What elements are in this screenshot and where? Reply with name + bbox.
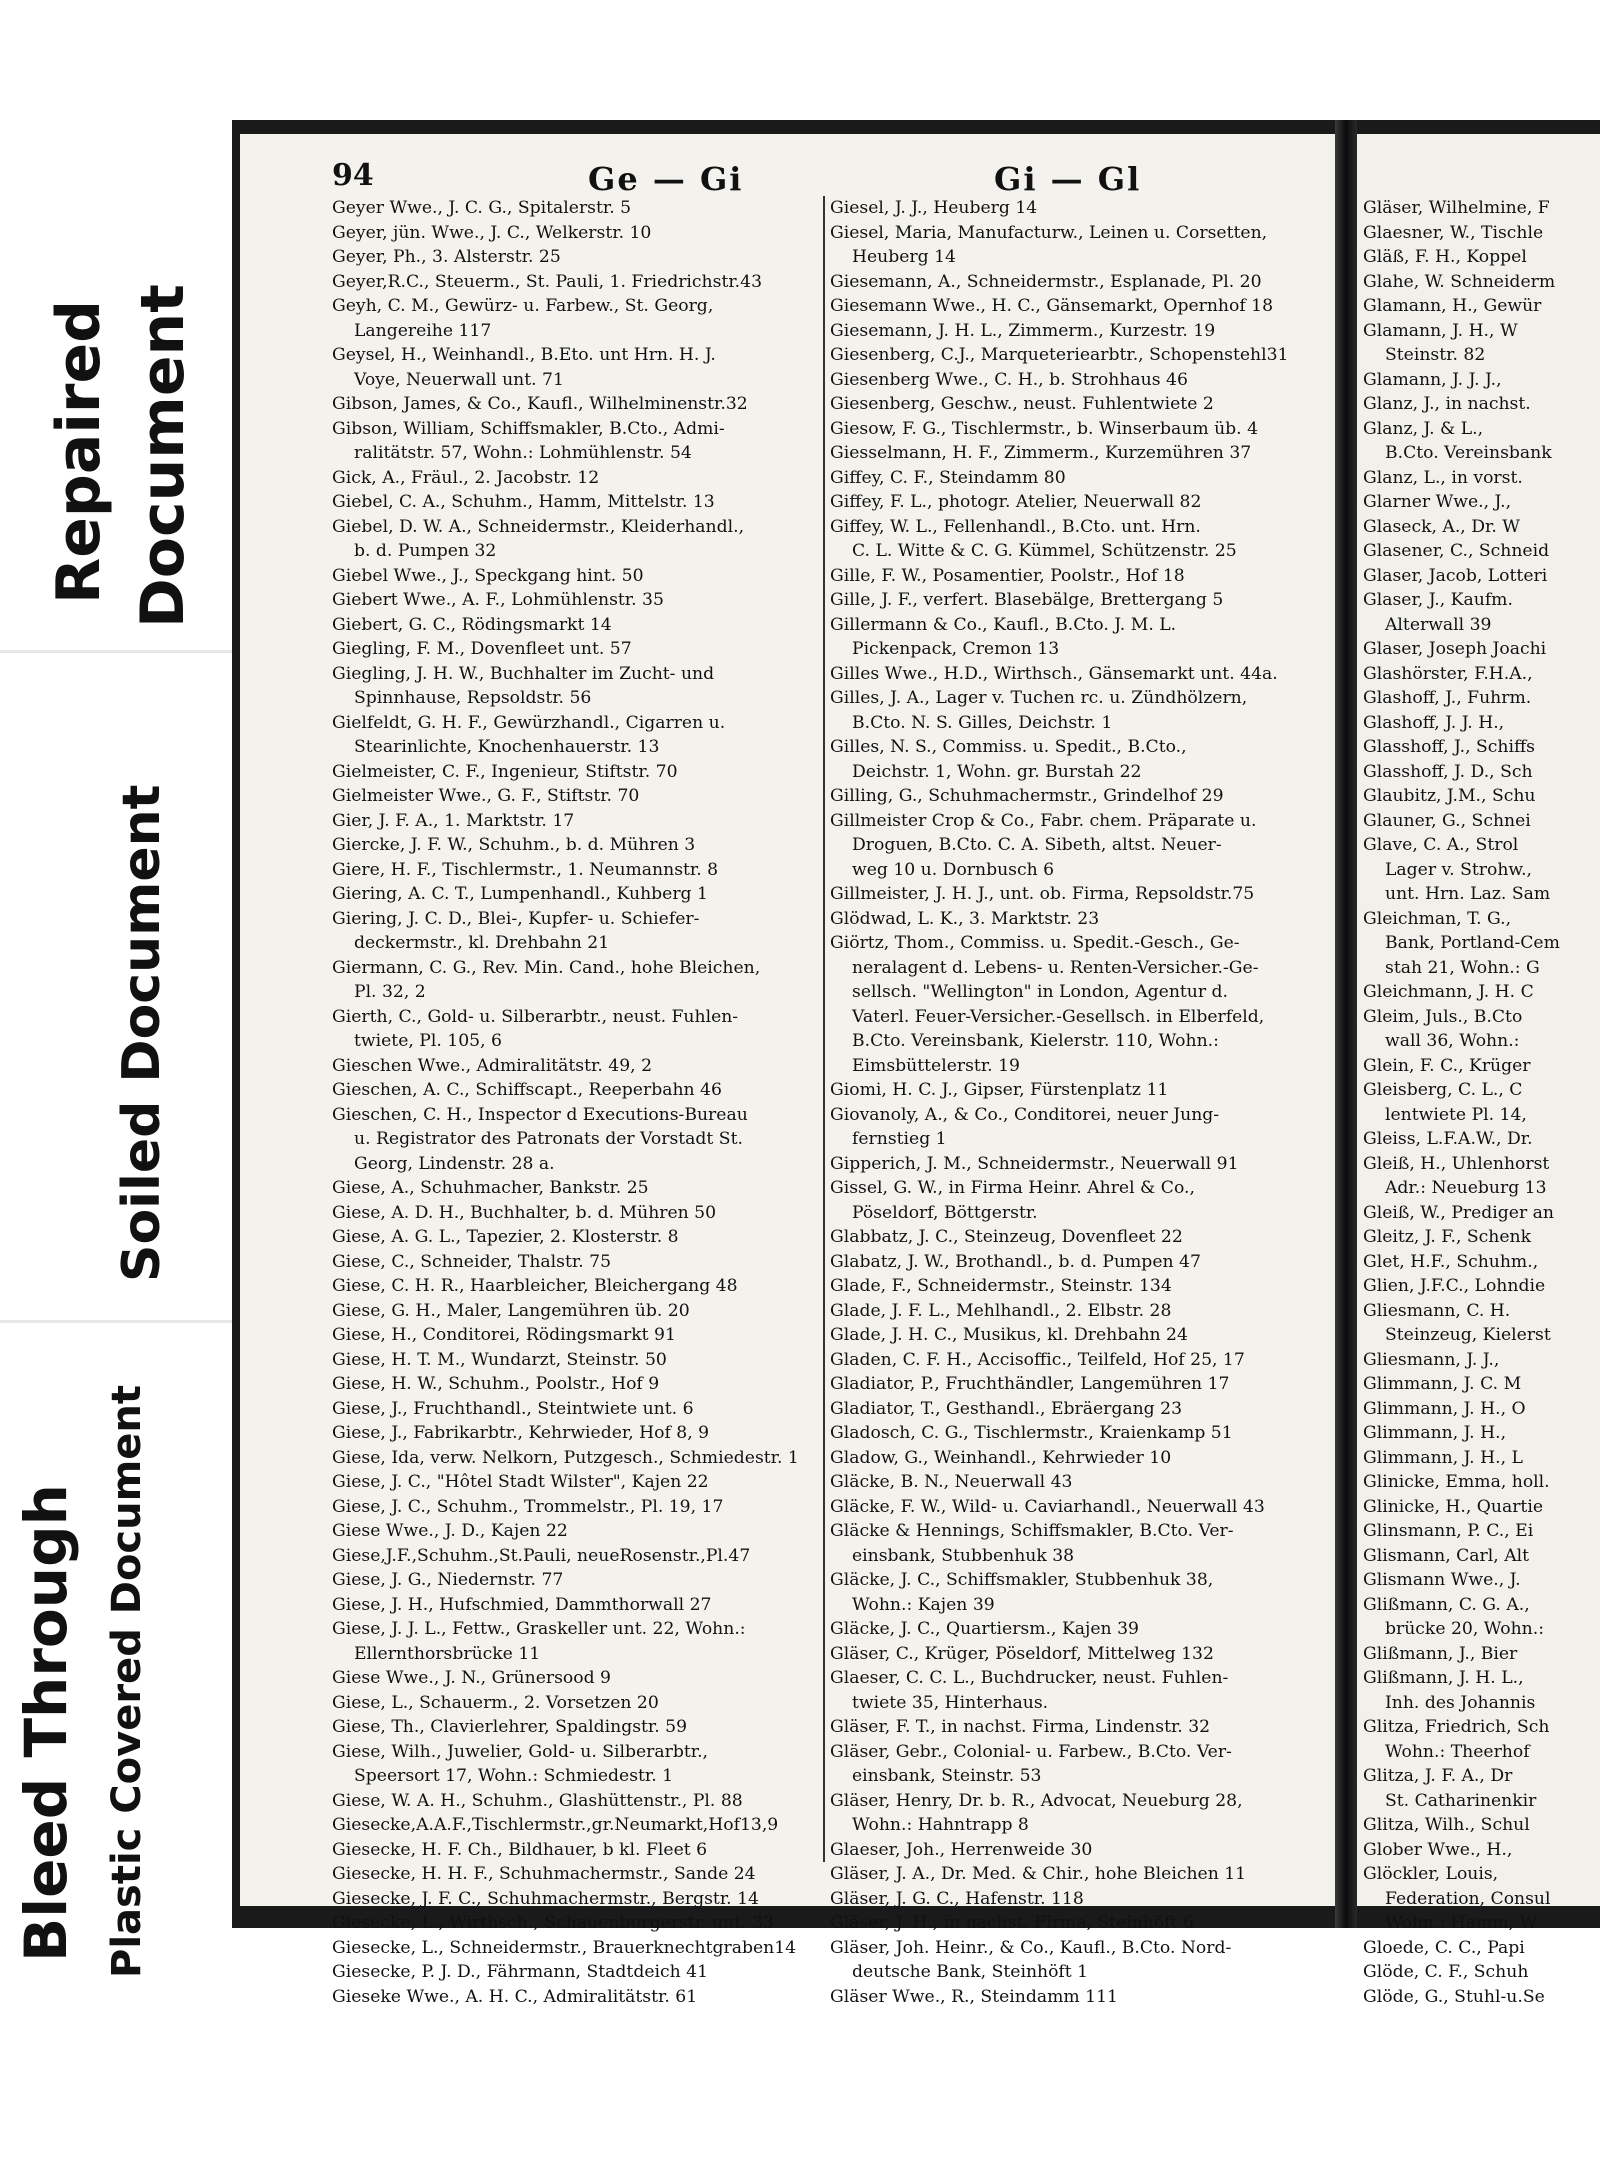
directory-entry-line: Glabatz, J. W., Brothandl., b. d. Pumpen 47 bbox=[830, 1251, 1201, 1272]
directory-entry-line: Gleiß, W., Prediger an bbox=[1363, 1202, 1554, 1223]
label-panel bbox=[0, 0, 232, 2177]
directory-entry-line: Giese, C. H. R., Haarbleicher, Bleichergang 48 bbox=[332, 1276, 738, 1296]
label-repaired-document: Document bbox=[128, 284, 198, 628]
directory-entry-line: Gladiator, P., Fruchthändler, Langemühren 17 bbox=[830, 1374, 1230, 1394]
directory-entry-line: Glave, C. A., Strol bbox=[1363, 835, 1519, 855]
directory-entry-line: Glißmann, C. G. A., bbox=[1363, 1594, 1530, 1615]
directory-entry-line: Giering, A. C. T., Lumpenhandl., Kuhberg 1 bbox=[332, 884, 708, 904]
directory-entry-line: Geyer,R.C., Steuerm., St. Pauli, 1. Friedrichstr.43 bbox=[332, 271, 763, 292]
directory-entry-line: Glasshoff, J. D., Sch bbox=[1363, 761, 1533, 782]
directory-entry-line: Alterwall 39 bbox=[1385, 614, 1492, 635]
directory-entry-line: C. L. Witte & C. G. Kümmel, Schützenstr. 25 bbox=[852, 541, 1237, 561]
directory-entry-line: Wohn.: Kajen 39 bbox=[852, 1594, 995, 1615]
directory-entry-line: Giese Wwe., J. N., Grünersood 9 bbox=[332, 1668, 611, 1688]
directory-entry-line: lentwiete Pl. 14, bbox=[1385, 1104, 1527, 1125]
directory-entry-line: einsbank, Stubbenhuk 38 bbox=[852, 1545, 1075, 1566]
directory-entry-line: Glödwad, L. K., 3. Marktstr. 23 bbox=[830, 908, 1100, 929]
directory-entry-line: Gleichmann, J. H. C bbox=[1363, 982, 1534, 1002]
directory-entry-line: Speersort 17, Wohn.: Schmiedestr. 1 bbox=[354, 1766, 674, 1786]
directory-entry-line: Giesenberg Wwe., C. H., b. Strohhaus 46 bbox=[830, 369, 1188, 390]
directory-entry-line: brücke 20, Wohn.: bbox=[1385, 1619, 1545, 1639]
directory-entry-line: Giese, L., Schauerm., 2. Vorsetzen 20 bbox=[332, 1692, 659, 1713]
directory-entry-line: Gläser, Henry, Dr. b. R., Advocat, Neueburg 28, bbox=[830, 1790, 1243, 1811]
label-soiled-document: Soiled Document bbox=[112, 784, 172, 1282]
directory-entry-line: Glarner Wwe., J., bbox=[1363, 492, 1512, 512]
directory-entry-line: Giese, W. A. H., Schuhm., Glashüttenstr., Pl. 88 bbox=[332, 1790, 743, 1811]
directory-entry-line: Giese,J.F.,Schuhm.,St.Pauli, neueRosenstr.,Pl.47 bbox=[332, 1545, 751, 1566]
directory-entry-line: Giovanoly, A., & Co., Conditorei, neuer Jung- bbox=[830, 1104, 1220, 1125]
directory-entry-line: Glißmann, J., Bier bbox=[1363, 1643, 1518, 1664]
directory-entry-line: Glashoff, J., Fuhrm. bbox=[1363, 688, 1532, 708]
directory-entry-line: Gier, J. F. A., 1. Marktstr. 17 bbox=[332, 810, 575, 831]
directory-entry-line: B.Cto. Vereinsbank, Kielerstr. 110, Wohn.: bbox=[852, 1031, 1219, 1051]
directory-entry-line: ralitätstr. 57, Wohn.: Lohmühlenstr. 54 bbox=[354, 443, 692, 463]
directory-entry-line: Geyer Wwe., J. C. G., Spitalerstr. 5 bbox=[332, 198, 632, 218]
header-right: Gi — Gl bbox=[994, 160, 1142, 198]
directory-entry-line: Giffey, F. L., photogr. Atelier, Neuerwall 82 bbox=[830, 492, 1202, 512]
directory-entry-line: Gieseke Wwe., A. H. C., Admiralitätstr. 61 bbox=[332, 1986, 698, 2007]
directory-column-right bbox=[830, 196, 1334, 2009]
directory-entry-line: Gläß, F. H., Koppel bbox=[1363, 247, 1527, 267]
directory-entry-line: Giebert, G. C., Rödingsmarkt 14 bbox=[332, 614, 612, 635]
directory-entry-line: Giercke, J. F. W., Schuhm., b. d. Mühren 3 bbox=[332, 835, 696, 855]
directory-entry-line: Gilling, G., Schuhmachermstr., Grindelhof 29 bbox=[830, 786, 1224, 806]
directory-entry-line: Gilles Wwe., H.D., Wirthsch., Gänsemarkt unt. 44a. bbox=[830, 663, 1278, 684]
directory-entry-line: Glismann, Carl, Alt bbox=[1363, 1545, 1530, 1566]
directory-entry-line: Glanz, J. & L., bbox=[1363, 418, 1484, 439]
directory-entry-line: Gleim, Juls., B.Cto bbox=[1363, 1006, 1523, 1027]
directory-entry-line: Giering, J. C. D., Blei-, Kupfer- u. Schiefer- bbox=[332, 908, 700, 929]
directory-entry-line: Glasshoff, J., Schiffs bbox=[1363, 737, 1535, 757]
directory-entry-line: Giese, J. C., Schuhm., Trommelstr., Pl. 19, 17 bbox=[332, 1496, 724, 1517]
directory-entry-line: Glade, F., Schneidermstr., Steinstr. 134 bbox=[830, 1276, 1172, 1296]
directory-entry-line: Gillmeister, J. H. J., unt. ob. Firma, Repsoldstr.75 bbox=[830, 884, 1255, 904]
directory-entry-line: Voye, Neuerwall unt. 71 bbox=[354, 369, 564, 390]
directory-entry-line: Giebel, C. A., Schuhm., Hamm, Mittelstr. 13 bbox=[332, 492, 715, 512]
directory-entry-line: Glitza, Friedrich, Sch bbox=[1363, 1717, 1550, 1737]
directory-entry-line: Gilles, N. S., Commiss. u. Spedit., B.Cto., bbox=[830, 737, 1187, 757]
directory-entry-line: Glaser, J., Kaufm. bbox=[1363, 590, 1513, 610]
directory-entry-line: Langereihe 117 bbox=[354, 320, 492, 341]
directory-entry-line: Giörtz, Thom., Commiss. u. Spedit.-Gesch., Ge- bbox=[830, 933, 1240, 953]
directory-entry-line: Giesow, F. G., Tischlermstr., b. Winserbaum üb. 4 bbox=[830, 418, 1259, 439]
directory-entry-line: Wohn.: Theerhof bbox=[1385, 1741, 1530, 1762]
directory-entry-line: fernstieg 1 bbox=[852, 1129, 947, 1149]
directory-entry-line: Gibson, William, Schiffsmakler, B.Cto., Admi- bbox=[332, 418, 725, 439]
page-right bbox=[1357, 134, 1600, 2007]
label-bleed-through: Bleed Through bbox=[12, 1484, 80, 1962]
directory-entry-line: Gillmeister Crop & Co., Fabr. chem. Präparate u. bbox=[830, 810, 1257, 831]
directory-entry-line: Giesenberg, C.J., Marqueteriearbtr., Schopenstehl31 bbox=[830, 345, 1289, 365]
header-left: Ge — Gi bbox=[588, 160, 744, 198]
directory-entry-line: Gläser, C., Krüger, Pöseldorf, Mittelweg 132 bbox=[830, 1643, 1214, 1664]
label-separator bbox=[0, 650, 232, 653]
directory-entry-line: Giebel, D. W. A., Schneidermstr., Kleiderhandl., bbox=[332, 516, 745, 537]
directory-entry-line: Wohn.: Hamm, W bbox=[1385, 1913, 1538, 1933]
directory-entry-line: Gläser, F. T., in nachst. Firma, Lindenstr. 32 bbox=[830, 1717, 1211, 1737]
directory-entry-line: Giese, Wilh., Juwelier, Gold- u. Silberarbtr., bbox=[332, 1741, 709, 1762]
directory-entry-line: Giffey, W. L., Fellenhandl., B.Cto. unt. Hrn. bbox=[830, 516, 1201, 537]
directory-entry-line: einsbank, Steinstr. 53 bbox=[852, 1766, 1042, 1786]
scanned-page bbox=[232, 120, 1600, 2007]
directory-entry-line: Deichstr. 1, Wohn. gr. Burstah 22 bbox=[852, 761, 1142, 782]
directory-entry-line: Geyh, C. M., Gewürz- u. Farbew., St. Georg, bbox=[332, 296, 714, 316]
directory-entry-line: Gillermann & Co., Kaufl., B.Cto. J. M. L. bbox=[830, 614, 1177, 635]
directory-entry-line: Gleichman, T. G., bbox=[1363, 908, 1512, 929]
directory-entry-line: Glitza, Wilh., Schul bbox=[1363, 1815, 1530, 1835]
directory-entry-line: Georg, Lindenstr. 28 a. bbox=[354, 1153, 555, 1174]
directory-entry-line: Giesecke,A.A.F.,Tischlermstr.,gr.Neumarkt,Hof13,9 bbox=[332, 1815, 779, 1835]
directory-entry-line: Giffey, C. F., Steindamm 80 bbox=[830, 467, 1066, 488]
directory-entry-line: Gladen, C. F. H., Accisoffic., Teilfeld, Hof 25, 17 bbox=[830, 1349, 1245, 1370]
directory-entry-line: Glaeser, C. C. L., Buchdrucker, neust. Fuhlen- bbox=[830, 1668, 1229, 1688]
directory-entry-line: Giegling, J. H. W., Buchhalter im Zucht- und bbox=[332, 663, 715, 684]
directory-entry-line: Glien, J.F.C., Lohndie bbox=[1363, 1276, 1546, 1296]
directory-entry-line: Gieschen, C. H., Inspector d Executions-Bureau bbox=[332, 1104, 748, 1125]
directory-entry-line: Giesemann Wwe., H. C., Gänsemarkt, Opernhof 18 bbox=[830, 296, 1274, 316]
directory-entry-line: Glade, J. H. C., Musikus, kl. Drehbahn 24 bbox=[830, 1325, 1188, 1345]
directory-entry-line: Eimsbüttelerstr. 19 bbox=[852, 1055, 1020, 1076]
directory-entry-line: Giermann, C. G., Rev. Min. Cand., hohe Bleichen, bbox=[332, 957, 761, 978]
directory-entry-line: B.Cto. Vereinsbank bbox=[1385, 443, 1552, 463]
directory-entry-line: Glade, J. F. L., Mehlhandl., 2. Elbstr. 28 bbox=[830, 1300, 1172, 1321]
directory-entry-line: Gladow, G., Weinhandl., Kehrwieder 10 bbox=[830, 1447, 1172, 1468]
directory-entry-line: Giese, A. G. L., Tapezier, 2. Klosterstr. 8 bbox=[332, 1227, 679, 1247]
directory-entry-line: Droguen, B.Cto. C. A. Sibeth, altst. Neuer- bbox=[852, 835, 1222, 855]
directory-entry-line: neralagent d. Lebens- u. Renten-Versicher.-Ge- bbox=[852, 957, 1259, 978]
directory-entry-line: Glismann Wwe., J. bbox=[1363, 1570, 1521, 1590]
directory-entry-line: Gielmeister Wwe., G. F., Stiftstr. 70 bbox=[332, 786, 640, 806]
directory-entry-line: Glober Wwe., H., bbox=[1363, 1839, 1513, 1860]
directory-entry-line: Gläser, Wilhelmine, F bbox=[1363, 198, 1550, 218]
directory-entry-line: Steinzeug, Kielerst bbox=[1385, 1325, 1551, 1345]
directory-entry-line: Glinicke, H., Quartie bbox=[1363, 1496, 1544, 1517]
directory-entry-line: Glaeser, Joh., Herrenweide 30 bbox=[830, 1839, 1093, 1860]
directory-entry-line: Giebert Wwe., A. F., Lohmühlenstr. 35 bbox=[332, 590, 664, 610]
directory-entry-line: Giese, Ida, verw. Nelkorn, Putzgesch., Schmiedestr. 1 bbox=[332, 1447, 799, 1468]
label-plastic-covered-document: Plastic Covered Document bbox=[104, 1384, 150, 1978]
directory-entry-line: Giesel, Maria, Manufacturw., Leinen u. Corsetten, bbox=[830, 222, 1268, 243]
directory-entry-line: Gladosch, C. G., Tischlermstr., Kraienkamp 51 bbox=[830, 1423, 1233, 1443]
directory-entry-line: Geyer, jün. Wwe., J. C., Welkerstr. 10 bbox=[332, 222, 652, 243]
directory-entry-line: Inh. des Johannis bbox=[1385, 1692, 1536, 1713]
directory-entry-line: Pöseldorf, Böttgerstr. bbox=[852, 1202, 1038, 1223]
directory-entry-line: Gieschen, A. C., Schiffscapt., Reeperbahn 46 bbox=[332, 1080, 722, 1100]
directory-entry-line: Gipperich, J. M., Schneidermstr., Neuerwall 91 bbox=[830, 1153, 1239, 1174]
directory-entry-line: sellsch. "Wellington" in London, Agentur d. bbox=[852, 982, 1229, 1002]
directory-entry-line: Glinsmann, P. C., Ei bbox=[1363, 1521, 1534, 1541]
directory-entry-line: Stearinlichte, Knochenhauerstr. 13 bbox=[354, 737, 660, 757]
directory-entry-line: Glimmann, J. H., bbox=[1363, 1423, 1507, 1443]
directory-entry-line: Gielfeldt, G. H. F., Gewürzhandl., Cigarren u. bbox=[332, 712, 726, 733]
directory-entry-line: Giesecke, H. F. Ch., Bildhauer, b kl. Fleet 6 bbox=[332, 1839, 708, 1860]
directory-entry-line: B.Cto. N. S. Gilles, Deichstr. 1 bbox=[852, 712, 1113, 733]
directory-entry-line: Glitza, J. F. A., Dr bbox=[1363, 1766, 1513, 1786]
directory-entry-line: Glein, F. C., Krüger bbox=[1363, 1055, 1531, 1076]
page-number: 94 bbox=[332, 158, 374, 193]
directory-entry-line: Gierth, C., Gold- u. Silberarbtr., neust. Fuhlen- bbox=[332, 1006, 739, 1027]
directory-entry-line: Gläser, J. A., Dr. Med. & Chir., hohe Bleichen 11 bbox=[830, 1864, 1247, 1884]
directory-entry-line: Gladiator, T., Gesthandl., Ebräergang 23 bbox=[830, 1398, 1183, 1419]
directory-entry-line: Giese, A. D. H., Buchhalter, b. d. Mühren 50 bbox=[332, 1202, 717, 1223]
directory-entry-line: twiete 35, Hinterhaus. bbox=[852, 1692, 1049, 1713]
directory-entry-line: Bank, Portland-Cem bbox=[1385, 933, 1560, 953]
directory-entry-line: Giese, J. J. L., Fettw., Graskeller unt. 22, Wohn.: bbox=[332, 1619, 746, 1639]
book-gutter bbox=[1335, 120, 1357, 1928]
directory-entry-line: Gibson, James, & Co., Kaufl., Wilhelminenstr.32 bbox=[332, 394, 748, 414]
directory-entry-line: Gliesmann, C. H. bbox=[1363, 1300, 1511, 1321]
directory-entry-line: Gieschen Wwe., Admiralitätstr. 49, 2 bbox=[332, 1055, 652, 1076]
label-repaired: Repaired bbox=[44, 299, 114, 604]
directory-entry-line: Giese, Th., Clavierlehrer, Spaldingstr. 59 bbox=[332, 1717, 688, 1737]
directory-entry-line: Giesemann, A., Schneidermstr., Esplanade, Pl. 20 bbox=[830, 271, 1262, 292]
directory-entry-line: Gille, F. W., Posamentier, Poolstr., Hof 18 bbox=[830, 565, 1185, 586]
directory-entry-line: Giesemann, J. H. L., Zimmerm., Kurzestr. 19 bbox=[830, 320, 1216, 341]
directory-entry-line: Giesecke, L., Schneidermstr., Brauerknechtgraben14 bbox=[332, 1937, 797, 1958]
directory-entry-line: Gissel, G. W., in Firma Heinr. Ahrel & Co., bbox=[830, 1178, 1195, 1198]
directory-entry-line: Gläser, Joh. Heinr., & Co., Kaufl., B.Cto. Nord- bbox=[830, 1937, 1232, 1958]
directory-entry-line: Gille, J. F., verfert. Blasebälge, Brettergang 5 bbox=[830, 590, 1224, 610]
directory-entry-line: deckermstr., kl. Drehbahn 21 bbox=[354, 933, 610, 953]
directory-entry-line: Giebel Wwe., J., Speckgang hint. 50 bbox=[332, 565, 644, 586]
directory-entry-line: Gläcke, F. W., Wild- u. Caviarhandl., Neuerwall 43 bbox=[830, 1496, 1265, 1517]
directory-entry-line: Glauner, G., Schnei bbox=[1363, 810, 1531, 831]
directory-entry-line: b. d. Pumpen 32 bbox=[354, 541, 497, 561]
directory-entry-line: Glinicke, Emma, holl. bbox=[1363, 1472, 1550, 1492]
directory-entry-line: Gleitz, J. F., Schenk bbox=[1363, 1227, 1532, 1247]
directory-entry-line: Giese, J., Fruchthandl., Steintwiete unt. 6 bbox=[332, 1398, 694, 1419]
directory-entry-line: Glamann, J. H., W bbox=[1363, 320, 1518, 341]
directory-entry-line: Giese, H. T. M., Wundarzt, Steinstr. 50 bbox=[332, 1349, 667, 1370]
directory-entry-line: Spinnhause, Repsoldstr. 56 bbox=[354, 688, 592, 708]
directory-entry-line: Geysel, H., Weinhandl., B.Eto. unt Hrn. H. J. bbox=[332, 345, 716, 365]
directory-entry-line: Gliesmann, J. J., bbox=[1363, 1349, 1500, 1370]
directory-entry-line: Glaubitz, J.M., Schu bbox=[1363, 786, 1536, 806]
directory-entry-line: Heuberg 14 bbox=[852, 247, 956, 267]
directory-entry-line: Giese, J. C., "Hôtel Stadt Wilster", Kajen 22 bbox=[332, 1472, 709, 1492]
directory-entry-line: Gläser, Gebr., Colonial- u. Farbew., B.Cto. Ver- bbox=[830, 1741, 1232, 1762]
directory-entry-line: Wohn.: Hahntrapp 8 bbox=[852, 1815, 1029, 1835]
directory-entry-line: Pickenpack, Cremon 13 bbox=[852, 639, 1060, 659]
directory-entry-line: Giesecke, H. H. F., Schuhmachermstr., Sande 24 bbox=[332, 1864, 756, 1884]
directory-entry-line: Giesecke, P. J. D., Fährmann, Stadtdeich 41 bbox=[332, 1962, 709, 1982]
label-separator bbox=[0, 1320, 232, 1323]
directory-entry-line: Gleiß, H., Uhlenhorst bbox=[1363, 1153, 1550, 1174]
directory-entry-line: Gläcke, J. C., Quartiersm., Kajen 39 bbox=[830, 1619, 1139, 1639]
directory-entry-line: Giese, A., Schuhmacher, Bankstr. 25 bbox=[332, 1178, 649, 1198]
directory-entry-line: Gielmeister, C. F., Ingenieur, Stiftstr. 70 bbox=[332, 761, 678, 782]
directory-entry-line: Glamann, J. J. J., bbox=[1363, 369, 1502, 390]
directory-entry-line: Gläser, J. H., in nachst. Firma, Steinhöft 6 bbox=[830, 1913, 1194, 1933]
directory-entry-line: Gläcke, J. C., Schiffsmakler, Stubbenhuk 38, bbox=[830, 1570, 1214, 1590]
directory-entry-line: Gläcke, B. N., Neuerwall 43 bbox=[830, 1472, 1073, 1492]
directory-entry-line: Gleisberg, C. L., C bbox=[1363, 1080, 1523, 1100]
directory-entry-line: Ellernthorsbrücke 11 bbox=[354, 1643, 541, 1664]
directory-entry-line: Giegling, F. M., Dovenfleet unt. 57 bbox=[332, 639, 632, 659]
directory-entry-line: stah 21, Wohn.: G bbox=[1385, 957, 1540, 978]
directory-entry-line: Giere, H. F., Tischlermstr., 1. Neumannstr. 8 bbox=[332, 859, 719, 880]
directory-entry-line: Lager v. Strohw., bbox=[1385, 859, 1533, 880]
directory-entry-line: Steinstr. 82 bbox=[1385, 345, 1486, 365]
directory-entry-line: Glöde, C. F., Schuh bbox=[1363, 1962, 1529, 1982]
directory-entry-line: unt. Hrn. Laz. Sam bbox=[1385, 884, 1551, 904]
directory-entry-line: Glöckler, Louis, bbox=[1363, 1864, 1499, 1884]
directory-entry-line: Glimmann, J. H., L bbox=[1363, 1447, 1523, 1468]
directory-entry-line: Giese, J. G., Niedernstr. 77 bbox=[332, 1570, 564, 1590]
directory-entry-line: Giomi, H. C. J., Gipser, Fürstenplatz 11 bbox=[830, 1080, 1169, 1100]
directory-entry-line: Glöde, G., Stuhl-u.Se bbox=[1363, 1986, 1545, 2007]
directory-entry-line: Glaesner, W., Tischle bbox=[1363, 222, 1544, 243]
directory-entry-line: twiete, Pl. 105, 6 bbox=[354, 1031, 502, 1051]
directory-column-next-page bbox=[1363, 196, 1600, 2009]
directory-entry-line: St. Catharinenkir bbox=[1385, 1790, 1537, 1811]
directory-entry-line: Glaser, Jacob, Lotteri bbox=[1363, 565, 1548, 586]
page-left bbox=[240, 134, 1335, 2007]
directory-entry-line: Glanz, J., in nachst. bbox=[1363, 394, 1531, 414]
directory-entry-line: Glamann, H., Gewür bbox=[1363, 296, 1542, 316]
directory-entry-line: Geyer, Ph., 3. Alsterstr. 25 bbox=[332, 247, 561, 267]
directory-entry-line: Glet, H.F., Schuhm., bbox=[1363, 1251, 1539, 1272]
directory-entry-line: Pl. 32, 2 bbox=[354, 982, 426, 1002]
directory-entry-line: wall 36, Wohn.: bbox=[1385, 1031, 1520, 1051]
directory-entry-line: Glimmann, J. H., O bbox=[1363, 1398, 1526, 1419]
directory-entry-line: Glahe, W. Schneiderm bbox=[1363, 271, 1556, 292]
directory-entry-line: Adr.: Neueburg 13 bbox=[1385, 1178, 1547, 1198]
directory-entry-line: Giese, C., Schneider, Thalstr. 75 bbox=[332, 1251, 612, 1272]
directory-entry-line: Glanz, L., in vorst. bbox=[1363, 467, 1523, 488]
directory-entry-line: Giese, G. H., Maler, Langemühren üb. 20 bbox=[332, 1300, 690, 1321]
directory-entry-line: Vaterl. Feuer-Versicher.-Gesellsch. in Elberfeld, bbox=[852, 1006, 1265, 1027]
directory-entry-line: Giese, H. W., Schuhm., Poolstr., Hof 9 bbox=[332, 1374, 660, 1394]
directory-entry-line: Giese Wwe., J. D., Kajen 22 bbox=[332, 1521, 568, 1541]
directory-entry-line: Gloede, C. C., Papi bbox=[1363, 1937, 1525, 1958]
directory-entry-line: Glaser, Joseph Joachi bbox=[1363, 639, 1547, 659]
directory-entry-line: Giesecke, J. F. C., Schuhmachermstr., Bergstr. 14 bbox=[332, 1888, 759, 1909]
directory-entry-line: Glißmann, J. H. L., bbox=[1363, 1668, 1524, 1688]
directory-entry-line: Federation, Consul bbox=[1385, 1888, 1551, 1909]
directory-entry-line: Glabbatz, J. C., Steinzeug, Dovenfleet 22 bbox=[830, 1227, 1183, 1247]
directory-entry-line: Gläcke & Hennings, Schiffsmakler, B.Cto. Ver- bbox=[830, 1521, 1234, 1541]
directory-column-left bbox=[332, 196, 820, 2009]
directory-entry-line: Gleiss, L.F.A.W., Dr. bbox=[1363, 1129, 1533, 1149]
directory-entry-line: Glashörster, F.H.A., bbox=[1363, 663, 1533, 684]
directory-entry-line: Gilles, J. A., Lager v. Tuchen rc. u. Zündhölzern, bbox=[830, 688, 1248, 708]
directory-entry-line: Giese, J. H., Hufschmied, Dammthorwall 27 bbox=[332, 1594, 712, 1615]
directory-entry-line: Glaseck, A., Dr. W bbox=[1363, 516, 1520, 537]
directory-entry-line: Giesel, J. J., Heuberg 14 bbox=[830, 198, 1038, 218]
directory-entry-line: Giese, H., Conditorei, Rödingsmarkt 91 bbox=[332, 1325, 676, 1345]
directory-entry-line: Giesecke, L., Wirthsch., Schauenburgerstr. unt. 33 bbox=[332, 1913, 774, 1933]
directory-entry-line: Gick, A., Fräul., 2. Jacobstr. 12 bbox=[332, 467, 600, 488]
directory-entry-line: Gläser, J. G. C., Hafenstr. 118 bbox=[830, 1888, 1084, 1909]
directory-entry-line: weg 10 u. Dornbusch 6 bbox=[852, 859, 1055, 880]
directory-entry-line: Glasener, C., Schneid bbox=[1363, 541, 1550, 561]
directory-entry-line: Glimmann, J. C. M bbox=[1363, 1374, 1522, 1394]
directory-entry-line: u. Registrator des Patronats der Vorstadt St. bbox=[354, 1129, 743, 1149]
directory-entry-line: Glashoff, J. J. H., bbox=[1363, 712, 1505, 733]
column-rule bbox=[823, 196, 825, 1862]
directory-entry-line: Giesenberg, Geschw., neust. Fuhlentwiete 2 bbox=[830, 394, 1214, 414]
directory-entry-line: Gläser Wwe., R., Steindamm 111 bbox=[830, 1986, 1118, 2007]
directory-entry-line: Giese, J., Fabrikarbtr., Kehrwieder, Hof 8, 9 bbox=[332, 1423, 710, 1443]
directory-entry-line: deutsche Bank, Steinhöft 1 bbox=[852, 1962, 1089, 1982]
directory-entry-line: Giesselmann, H. F., Zimmerm., Kurzemühren 37 bbox=[830, 443, 1252, 463]
